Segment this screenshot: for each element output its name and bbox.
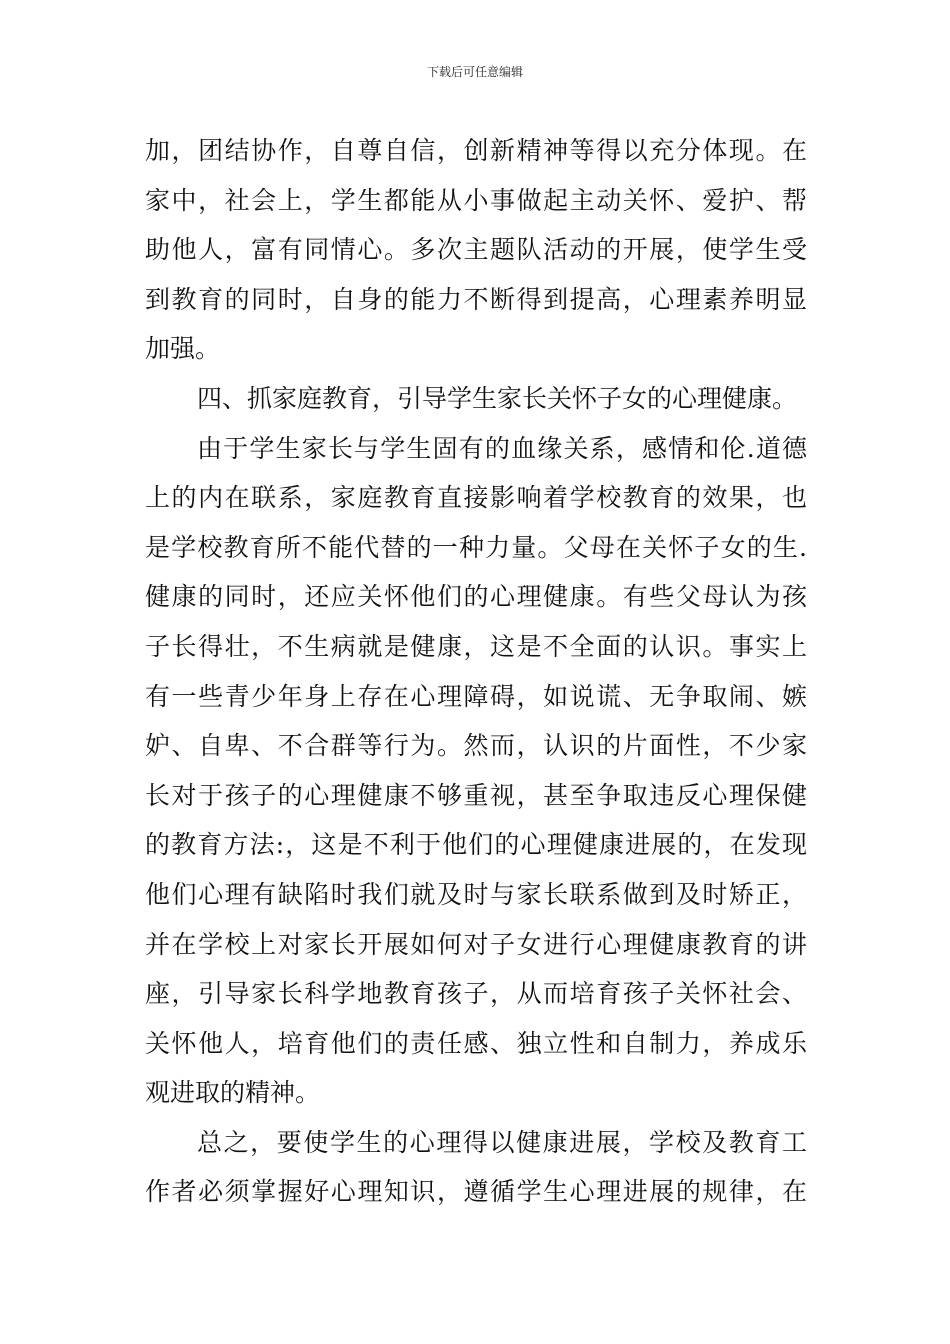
text-line: 家中，社会上，学生都能从小事做起主动关怀、爱护、帮 — [145, 185, 807, 215]
body-text — [145, 126, 807, 1217]
text-line: 长对于孩子的心理健康不够重视，甚至争取违反心理保健 — [145, 780, 807, 810]
text-line: 观进取的精神。 — [145, 1078, 321, 1108]
text-line: 有一些青少年身上存在心理障碍，如说谎、无争取闹、嫉 — [145, 681, 807, 711]
text-line: 妒、自卑、不合群等行为。然而，认识的片面性，不少家 — [145, 731, 807, 761]
text-line: 并在学校上对家长开展如何对子女进行心理健康教育的讲 — [145, 929, 807, 959]
text-line: 健康的同时，还应关怀他们的心理健康。有些父母认为孩 — [145, 582, 807, 612]
text-line: 到教育的同时，自身的能力不断得到提高，心理素养明显 — [145, 284, 807, 314]
text-line: 总之，要使学生的心理得以健康进展，学校及教育工 — [197, 1127, 807, 1157]
text-line: 上的内在联系，家庭教育直接影响着学校教育的效果，也 — [145, 483, 807, 513]
text-line: 他们心理有缺陷时我们就及时与家长联系做到及时矫正， — [145, 879, 807, 909]
text-line: 助他人，富有同情心。多次主题队活动的开展，使学生受 — [145, 235, 807, 265]
text-line: 加，团结协作，自尊自信，创新精神等得以充分体现。在 — [145, 136, 807, 165]
text-line: 加强。 — [145, 334, 221, 364]
text-line: 作者必须掌握好心理知识，遵循学生心理进展的规律，在 — [145, 1177, 807, 1207]
text-line: 是学校教育所不能代替的一种力量。父母在关怀子女的生. — [145, 532, 807, 562]
text-line: 座，引导家长科学地教育孩子，从而培育孩子关怀社会、 — [145, 979, 807, 1009]
section-heading: 四、抓家庭教育，引导学生家长关怀子女的心理健康。 — [197, 383, 798, 413]
text-line: 的教育方法:，这是不利于他们的心理健康进展的，在发现 — [145, 830, 807, 860]
page-header: 下载后可任意编辑 — [426, 65, 523, 79]
text-line: 子长得壮，不生病就是健康，这是不全面的认识。事实上 — [145, 631, 807, 661]
text-line: 由于学生家长与学生固有的血缘关系，感情和伦.道德 — [197, 433, 807, 463]
text-line: 关怀他人，培育他们的责任感、独立性和自制力，养成乐 — [145, 1028, 807, 1058]
